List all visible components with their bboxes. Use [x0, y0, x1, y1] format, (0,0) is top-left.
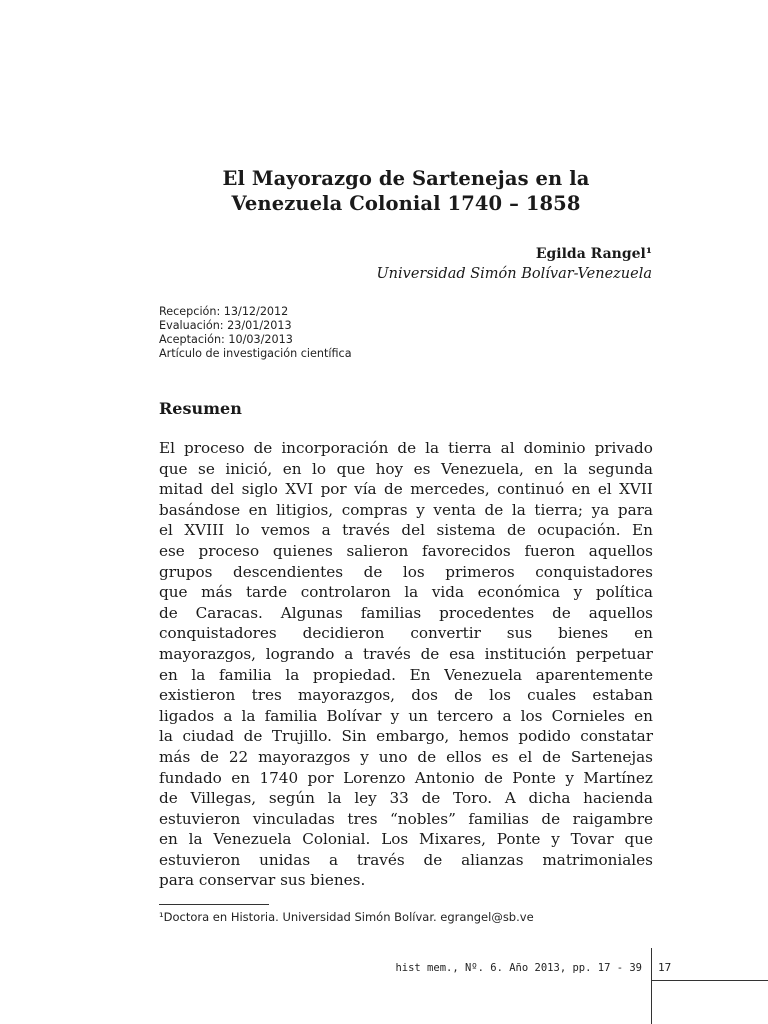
journal-citation: hist mem., Nº. 6. Año 2013, pp. 17 - 39 — [395, 962, 642, 974]
abstract-line: para conservar sus bienes. — [159, 871, 366, 890]
author-name: Egilda Rangel¹ — [535, 246, 652, 262]
title-line-1: El Mayorazgo de Sartenejas en la — [222, 167, 590, 190]
footer-vertical-rule — [651, 948, 652, 1024]
abstract-line: más de 22 mayorazgos y uno de ellos es el de Sartenejas — [159, 747, 653, 766]
abstract-line: la ciudad de Trujillo. Sin embargo, hemos podido constatar — [159, 727, 653, 746]
abstract-line: fundado en 1740 por Lorenzo Antonio de Ponte y Martínez — [159, 768, 653, 787]
abstract-body — [159, 438, 653, 891]
page-number: 17 — [658, 961, 672, 974]
author-block — [376, 244, 652, 284]
abstract-heading: Resumen — [159, 399, 242, 418]
abstract-line: El proceso de incorporación de la tierra al dominio privado — [159, 439, 653, 457]
abstract-line: ese proceso quienes salieron favorecidos fueron aquellos — [159, 541, 653, 560]
article-dates — [159, 305, 352, 361]
abstract-line: ligados a la familia Bolívar y un tercero a los Cornieles en — [159, 706, 653, 725]
footnote-divider — [159, 904, 269, 905]
abstract-line: estuvieron vinculadas tres “nobles” familias de raigambre — [159, 809, 653, 828]
article-type: Artículo de investigación científica — [159, 347, 352, 360]
article-title — [160, 166, 652, 216]
abstract-line: grupos descendientes de los primeros conquistadores — [159, 562, 653, 581]
abstract-line: de Caracas. Algunas familias procedentes de aquellos — [159, 603, 653, 622]
abstract-line: que más tarde controlaron la vida económica y política — [159, 583, 653, 602]
footer-horizontal-rule — [651, 980, 768, 981]
footnote: ¹Doctora en Historia. Universidad Simón Bolívar. egrangel@sb.ve — [159, 910, 534, 924]
abstract-line: basándose en litigios, compras y venta de la tierra; ya para — [159, 500, 653, 519]
abstract-line: conquistadores decidieron convertir sus bienes en — [159, 624, 653, 643]
abstract-line: que se inició, en lo que hoy es Venezuela, en la segunda — [159, 459, 653, 478]
abstract-line: mitad del siglo XVI por vía de mercedes, continuó en el XVII — [159, 480, 653, 499]
title-line-2: Venezuela Colonial 1740 – 1858 — [231, 192, 581, 215]
abstract-line: en la Venezuela Colonial. Los Mixares, Ponte y Tovar que — [159, 830, 653, 849]
abstract-line: estuvieron unidas a través de alianzas matrimoniales — [159, 850, 653, 869]
evaluation-date: Evaluación: 23/01/2013 — [159, 319, 292, 332]
abstract-line: mayorazgos, logrando a través de esa institución perpetuar — [159, 644, 653, 663]
abstract-line: de Villegas, según la ley 33 de Toro. A dicha hacienda — [159, 789, 653, 808]
author-affiliation: Universidad Simón Bolívar-Venezuela — [376, 266, 652, 282]
abstract-line: existieron tres mayorazgos, dos de los cuales estaban — [159, 686, 653, 705]
reception-date: Recepción: 13/12/2012 — [159, 305, 289, 318]
abstract-line: en la familia la propiedad. En Venezuela aparentemente — [159, 665, 653, 684]
abstract-line: el XVIII lo vemos a través del sistema de ocupación. En — [159, 521, 653, 540]
acceptance-date: Aceptación: 10/03/2013 — [159, 333, 293, 346]
